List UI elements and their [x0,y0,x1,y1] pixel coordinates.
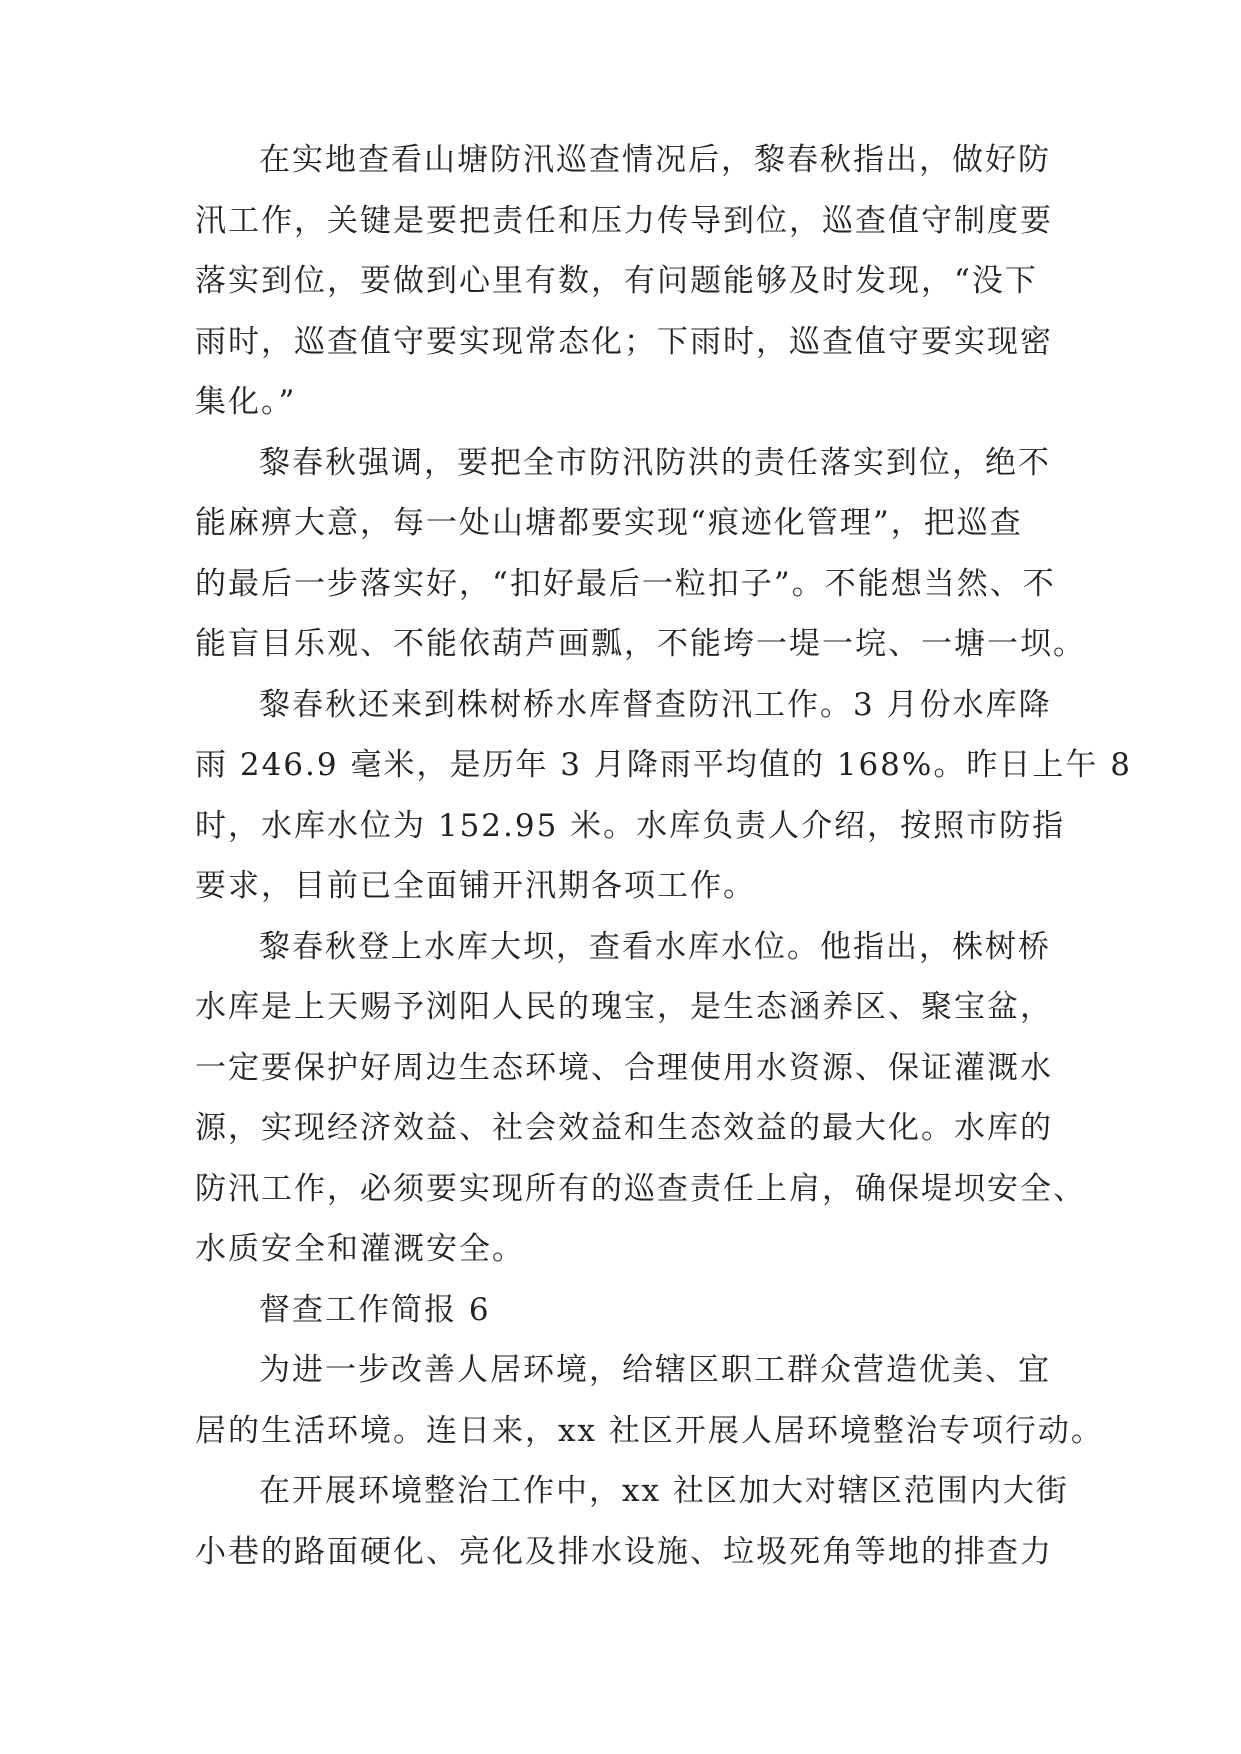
document-body [195,130,1132,1582]
paragraph-line: 集化。” [195,384,297,420]
paragraph-line: 时，水库水位为 152.95 米。水库负责人介绍，按照市防指 [195,807,1066,844]
paragraph-line: 水质安全和灌溉安全。 [195,1231,525,1267]
paragraph-line: 小巷的路面硬化、亮化及排水设施、垃圾死角等地的排查力 [195,1533,1053,1570]
paragraph-line: 黎春秋还来到株树桥水库督查防汛工作。3 月份水库降 [259,686,1052,723]
section-heading: 督查工作简报 6 [259,1291,491,1328]
paragraph-line: 的最后一步落实好，“扣好最后一粒扣子”。不能想当然、不 [195,565,1056,602]
paragraph-line: 能麻痹大意，每一处山塘都要实现“痕迹化管理”，把巡查 [195,505,1023,541]
paragraph-line: 防汛工作，必须要实现所有的巡查责任上肩，确保堤坝安全、 [195,1170,1086,1207]
paragraph-line: 黎春秋登上水库大坝，查看水库水位。他指出，株树桥 [259,928,1051,965]
paragraph-line: 在实地查看山塘防汛巡查情况后，黎春秋指出，做好防 [259,142,1051,178]
paragraph-line: 一定要保护好周边生态环境、合理使用水资源、保证灌溉水 [195,1049,1053,1086]
paragraph-line: 雨时，巡查值守要实现常态化；下雨时，巡查值守要实现密 [195,323,1053,360]
paragraph-line: 汛工作，关键是要把责任和压力传导到位，巡查值守制度要 [195,202,1053,239]
paragraph-line: 雨 246.9 毫米，是历年 3 月降雨平均值的 168%。昨日上午 8 [195,747,1132,783]
paragraph-line: 为进一步改善人居环境，给辖区职工群众营造优美、宜 [259,1352,1051,1388]
paragraph-line: 黎春秋强调，要把全市防汛防洪的责任落实到位，绝不 [259,444,1051,481]
paragraph-line: 居的生活环境。连日来，xx 社区开展人居环境整治专项行动。 [195,1412,1104,1449]
paragraph-line: 在开展环境整治工作中，xx 社区加大对辖区范围内大街 [259,1473,1069,1509]
paragraph-line: 落实到位，要做到心里有数，有问题能够及时发现，“没下 [195,263,1038,299]
paragraph-line: 要求，目前已全面铺开汛期各项工作。 [195,868,756,904]
paragraph-line: 源，实现经济效益、社会效益和生态效益的最大化。水库的 [195,1110,1053,1146]
paragraph-line: 水库是上天赐予浏阳人民的瑰宝，是生态涵养区、聚宝盆， [195,989,1053,1025]
paragraph-line: 能盲目乐观、不能依葫芦画瓢，不能垮一堤一垸、一塘一坝。 [195,626,1086,662]
